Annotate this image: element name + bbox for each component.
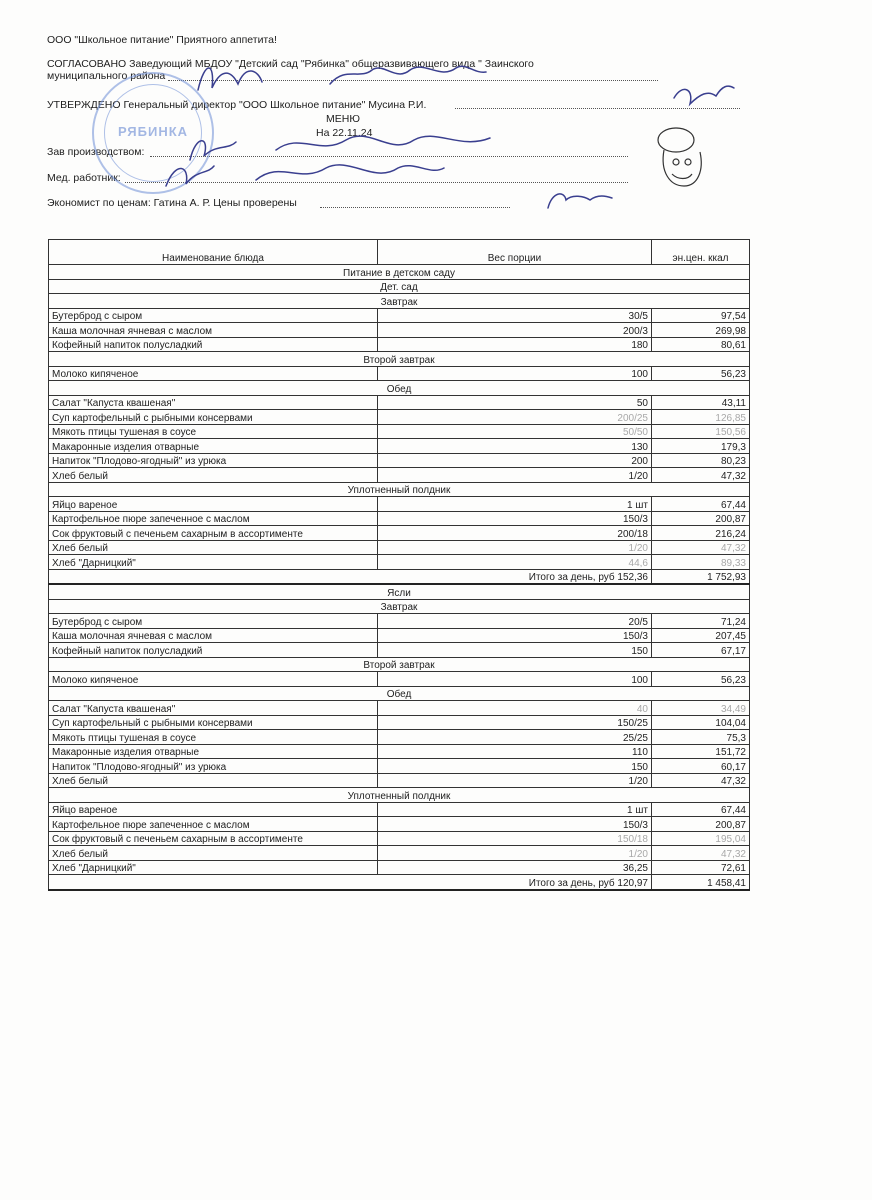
- portion-weight: 50: [378, 395, 652, 410]
- chef-icon: [658, 128, 701, 186]
- section-row: [49, 657, 750, 672]
- portion-weight: 200/18: [378, 526, 652, 541]
- section-row: [49, 584, 750, 599]
- total-label: Итого за день, руб 120,97: [49, 875, 652, 890]
- table-row: [49, 715, 750, 730]
- dish-name: Хлеб "Дарницкий": [49, 860, 378, 875]
- menu-title: МЕНЮ: [326, 113, 360, 125]
- table-row: [49, 453, 750, 468]
- energy-kcal: 34,49: [652, 701, 750, 716]
- portion-weight: 150/3: [378, 817, 652, 832]
- energy-kcal: 150,56: [652, 424, 750, 439]
- portion-weight: 1/20: [378, 540, 652, 555]
- section-title: Питание в детском саду: [49, 265, 750, 280]
- dish-name: Салат "Капуста квашеная": [49, 395, 378, 410]
- dish-name: Напиток "Плодово-ягодный" из урюка: [49, 759, 378, 774]
- section-row: [49, 381, 750, 396]
- dish-name: Молоко кипяченое: [49, 366, 378, 381]
- table-row: [49, 744, 750, 759]
- portion-weight: 1/20: [378, 773, 652, 788]
- table-row: [49, 308, 750, 323]
- dish-name: Молоко кипяченое: [49, 672, 378, 687]
- table-row: [49, 555, 750, 570]
- portion-weight: 1 шт: [378, 497, 652, 512]
- portion-weight: 200/3: [378, 323, 652, 338]
- dish-name: Макаронные изделия отварные: [49, 439, 378, 454]
- portion-weight: 150/3: [378, 628, 652, 643]
- dish-name: Каша молочная ячневая с маслом: [49, 323, 378, 338]
- table-row: [49, 802, 750, 817]
- signature-medic: [166, 165, 444, 186]
- portion-weight: 150/25: [378, 715, 652, 730]
- energy-kcal: 47,32: [652, 468, 750, 483]
- energy-kcal: 207,45: [652, 628, 750, 643]
- dish-name: Бутерброд с сыром: [49, 614, 378, 629]
- dish-name: Кофейный напиток полусладкий: [49, 643, 378, 658]
- menu-table: [48, 239, 750, 891]
- section-row: [49, 482, 750, 497]
- portion-weight: 100: [378, 366, 652, 381]
- table-row: [49, 439, 750, 454]
- medic-label: Мед. работник:: [47, 172, 121, 184]
- section-title: Завтрак: [49, 294, 750, 309]
- dish-name: Яйцо вареное: [49, 497, 378, 512]
- section-title: Ясли: [49, 584, 750, 599]
- energy-kcal: 104,04: [652, 715, 750, 730]
- table-row: [49, 511, 750, 526]
- energy-kcal: 126,85: [652, 410, 750, 425]
- table-row: [49, 323, 750, 338]
- total-kcal: 1 752,93: [652, 569, 750, 584]
- energy-kcal: 56,23: [652, 366, 750, 381]
- energy-kcal: 43,11: [652, 395, 750, 410]
- dish-name: Макаронные изделия отварные: [49, 744, 378, 759]
- energy-kcal: 80,61: [652, 337, 750, 352]
- dish-name: Сок фруктовый с печеньем сахарным в ассортименте: [49, 526, 378, 541]
- table-row: [49, 366, 750, 381]
- table-row: [49, 672, 750, 687]
- energy-kcal: 195,04: [652, 831, 750, 846]
- table-row: [49, 643, 750, 658]
- dish-name: Суп картофельный с рыбными консервами: [49, 715, 378, 730]
- dish-name: Яйцо вареное: [49, 802, 378, 817]
- table-row: [49, 831, 750, 846]
- table-row: [49, 759, 750, 774]
- table-row: [49, 860, 750, 875]
- section-row: [49, 279, 750, 294]
- portion-weight: 150: [378, 759, 652, 774]
- portion-weight: 110: [378, 744, 652, 759]
- portion-weight: 150: [378, 643, 652, 658]
- portion-weight: 40: [378, 701, 652, 716]
- energy-kcal: 67,44: [652, 497, 750, 512]
- table-row: [49, 817, 750, 832]
- portion-weight: 150/18: [378, 831, 652, 846]
- dish-name: Хлеб "Дарницкий": [49, 555, 378, 570]
- dish-name: Картофельное пюре запеченное с маслом: [49, 817, 378, 832]
- table-row: [49, 846, 750, 861]
- energy-kcal: 269,98: [652, 323, 750, 338]
- signature-director: [674, 86, 734, 104]
- company-line: ООО "Школьное питание" Приятного аппетита!: [47, 34, 277, 46]
- section-title: Завтрак: [49, 599, 750, 614]
- section-row: [49, 352, 750, 367]
- portion-weight: 1/20: [378, 468, 652, 483]
- column-header-weight: Вес порции: [378, 240, 652, 265]
- portion-weight: 130: [378, 439, 652, 454]
- portion-weight: 44,6: [378, 555, 652, 570]
- portion-weight: 200/25: [378, 410, 652, 425]
- section-title: Обед: [49, 381, 750, 396]
- table-row: [49, 701, 750, 716]
- dish-name: Кофейный напиток полусладкий: [49, 337, 378, 352]
- portion-weight: 180: [378, 337, 652, 352]
- section-row: [49, 599, 750, 614]
- table-row: [49, 773, 750, 788]
- section-title: Второй завтрак: [49, 352, 750, 367]
- energy-kcal: 67,44: [652, 802, 750, 817]
- section-row: [49, 686, 750, 701]
- approved-line: УТВЕРЖДЕНО Генеральный директор "ООО Школьное питание" Мусина Р.И.: [47, 99, 427, 111]
- section-row: [49, 788, 750, 803]
- dish-name: Салат "Капуста квашеная": [49, 701, 378, 716]
- stamp-text: РЯБИНКА: [117, 124, 189, 139]
- signature-head: [198, 68, 262, 90]
- portion-weight: 50/50: [378, 424, 652, 439]
- agreed-line-1: СОГЛАСОВАНО Заведующий МБДОУ "Детский сад "Рябинка" общеразвивающего вида " Заинского: [47, 58, 534, 70]
- dish-name: Бутерброд с сыром: [49, 308, 378, 323]
- dish-name: Сок фруктовый с печеньем сахарным в ассортименте: [49, 831, 378, 846]
- table-row: [49, 337, 750, 352]
- portion-weight: 1 шт: [378, 802, 652, 817]
- signature-head-name: [330, 66, 486, 84]
- energy-kcal: 60,17: [652, 759, 750, 774]
- signature-production: [190, 136, 490, 160]
- energy-kcal: 89,33: [652, 555, 750, 570]
- table-row: [49, 497, 750, 512]
- energy-kcal: 75,3: [652, 730, 750, 745]
- dish-name: Хлеб белый: [49, 540, 378, 555]
- signature-economist: [548, 194, 612, 208]
- portion-weight: 200: [378, 453, 652, 468]
- total-label: Итого за день, руб 152,36: [49, 569, 652, 584]
- energy-kcal: 216,24: [652, 526, 750, 541]
- section-row: [49, 294, 750, 309]
- dish-name: Мякоть птицы тушеная в соусе: [49, 424, 378, 439]
- dish-name: Хлеб белый: [49, 846, 378, 861]
- section-title: Уплотненный полдник: [49, 788, 750, 803]
- section-title: Уплотненный полдник: [49, 482, 750, 497]
- table-row: [49, 628, 750, 643]
- menu-date: На 22.11.24: [316, 127, 373, 139]
- table-row: [49, 424, 750, 439]
- energy-kcal: 97,54: [652, 308, 750, 323]
- dish-name: Хлеб белый: [49, 468, 378, 483]
- portion-weight: 150/3: [378, 511, 652, 526]
- column-header-dish: Наименование блюда: [49, 240, 378, 265]
- table-row: [49, 410, 750, 425]
- production-head-label: Зав производством:: [47, 146, 145, 158]
- table-row: [49, 730, 750, 745]
- dish-name: Суп картофельный с рыбными консервами: [49, 410, 378, 425]
- section-title: Обед: [49, 686, 750, 701]
- energy-kcal: 47,32: [652, 773, 750, 788]
- energy-kcal: 56,23: [652, 672, 750, 687]
- portion-weight: 1/20: [378, 846, 652, 861]
- table-row: [49, 526, 750, 541]
- column-header-kcal: эн.цен. ккал: [652, 240, 750, 265]
- dish-name: Мякоть птицы тушеная в соусе: [49, 730, 378, 745]
- menu-table-body: [49, 240, 750, 890]
- dish-name: Напиток "Плодово-ягодный" из урюка: [49, 453, 378, 468]
- portion-weight: 36,25: [378, 860, 652, 875]
- table-row: [49, 468, 750, 483]
- portion-weight: 20/5: [378, 614, 652, 629]
- table-row: [49, 540, 750, 555]
- total-row: [49, 569, 750, 584]
- dish-name: Хлеб белый: [49, 773, 378, 788]
- energy-kcal: 200,87: [652, 817, 750, 832]
- table-row: [49, 614, 750, 629]
- section-title: Второй завтрак: [49, 657, 750, 672]
- total-kcal: 1 458,41: [652, 875, 750, 890]
- portion-weight: 30/5: [378, 308, 652, 323]
- energy-kcal: 47,32: [652, 540, 750, 555]
- dish-name: Картофельное пюре запеченное с маслом: [49, 511, 378, 526]
- energy-kcal: 151,72: [652, 744, 750, 759]
- total-row: [49, 875, 750, 890]
- dish-name: Каша молочная ячневая с маслом: [49, 628, 378, 643]
- agreed-line-2: муниципального района: [47, 70, 166, 82]
- energy-kcal: 80,23: [652, 453, 750, 468]
- portion-weight: 100: [378, 672, 652, 687]
- energy-kcal: 47,32: [652, 846, 750, 861]
- portion-weight: 25/25: [378, 730, 652, 745]
- energy-kcal: 179,3: [652, 439, 750, 454]
- table-header-row: [49, 240, 750, 265]
- signatures-overlay: [0, 0, 872, 240]
- energy-kcal: 67,17: [652, 643, 750, 658]
- economist-line: Экономист по ценам: Гатина А. Р. Цены проверены: [47, 197, 297, 209]
- section-title: Дет. сад: [49, 279, 750, 294]
- energy-kcal: 71,24: [652, 614, 750, 629]
- energy-kcal: 72,61: [652, 860, 750, 875]
- table-row: [49, 395, 750, 410]
- section-row: [49, 265, 750, 280]
- energy-kcal: 200,87: [652, 511, 750, 526]
